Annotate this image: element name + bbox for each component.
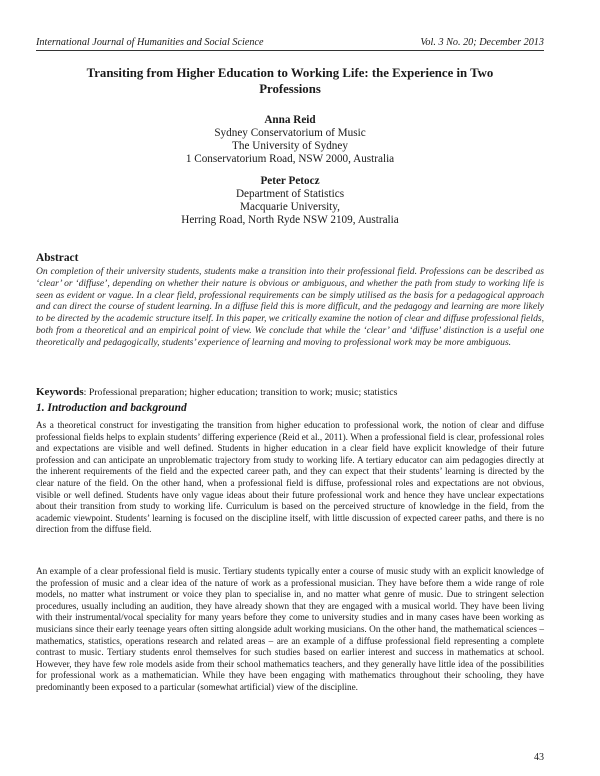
keywords-text: : Professional preparation; higher education; transition to work; music; statistics <box>83 387 398 398</box>
section-heading: 1. Introduction and background <box>36 402 187 414</box>
author-affiliation-line: Sydney Conservatorium of Music <box>214 127 366 139</box>
author-affiliation-line: Department of Statistics <box>235 188 345 200</box>
running-header <box>36 37 544 48</box>
author-affiliation-line: Herring Road, North Ryde NSW 2109, Australia <box>181 214 399 226</box>
author-affiliation-line: Macquarie University, <box>240 201 340 213</box>
author-affiliation-line: 1 Conservatorium Road, NSW 2000, Australia <box>185 153 395 165</box>
author-affiliation-line: The University of Sydney <box>232 140 348 152</box>
page-number: 43 <box>534 752 544 763</box>
keywords <box>36 386 544 399</box>
author-name: Peter Petocz <box>260 175 320 187</box>
body-paragraph: As a theoretical construct for investigating the transition from higher education to professional work, the notion of clear and diffuse professional fields helps to explain students’ differing experience (Reid et al., 2011). When a professional field is clear, professional roles and expectations are visible and well defined. Students in higher education in a clear field have explicit knowledge of their future profession and can anticipate an unproblematic trajectory from study to working life. A tertiary educator can aim pedagogies directly at the inherent requirements of the field and the expected career path, and they can expect that their students’ learning is directed by the clear nature of the field. On the other hand, when a professional field is diffuse, professional roles and expectations are not obvious, visible or well defined. Students have only vague ideas about their future professional work and hence they have unclear expectations about their transition from study to working life. Curriculum is based on the perceived structure of knowledge in the field, from the academic viewpoint. Students’ learning is focused on the discipline itself, with little discussion of expected career paths, and there is no direction from the diffuse field. <box>36 420 544 535</box>
header-rule <box>36 50 544 51</box>
body-paragraph: An example of a clear professional field is music. Tertiary students typically enter a course of music study with an explicit knowledge of the profession of music and a clear idea of the nature of work as a professional musician. They have before them a wide range of role models, no matter what instrument or voice they plan to specialise in, and no matter what genre of music. Due to stringent selection procedures, usually including an audition, they have already shown that they are engaged with a musical world. They have been living with their instrumental/vocal speciality for many years before they come to university studies and in many cases have been working as musicians since their early teenage years often sitting alongside adult working musicians. On the other hand, the mathematical sciences – mathematics, statistics, operations research and related areas – are an example of a diffuse professional field representing a complete contrast to music. Tertiary students enrol themselves for such studies based on earlier interest and success in mathematics at school. However, they have few role models aside from their school mathematics teachers, and they generally have little idea of the possibilities for professional work as a mathematician. While they have been engaging with mathematics throughout their schooling, they have predominantly been exposed to a particular (somewhat artificial) view of the discipline. <box>36 566 544 692</box>
author-name: Anna Reid <box>264 114 316 126</box>
author-block <box>36 114 544 166</box>
author-block <box>36 175 544 227</box>
abstract-heading: Abstract <box>36 252 79 264</box>
keywords-label: Keywords <box>36 386 84 398</box>
paper-title: Transiting from Higher Education to Working Life: the Experience in Two Professions <box>86 66 494 96</box>
abstract-text: On completion of their university students, students make a transition into their professional field. Professions can be described as ‘clear’ or ‘diffuse’, depending on whether their nature is obvious or ambiguous, and whether the path from study to working life is seen as evident or vague. In a clear field, professional requirements can be simply utilised as the basis for a pedagogical approach and can direct the course of student learning. In a diffuse field this is more difficult, and the pedagogy and learning are more likely to be directed by the academic structure itself. In this paper, we critically examine the notion of clear and diffuse professional fields, both from a theoretical and an empirical point of view. We conclude that while the ‘clear’ and ‘diffuse’ distinction is a useful one theoretically and pedagogically, students’ experience of learning and moving to professional work may be more ambiguous. <box>36 266 544 348</box>
journal-name: International Journal of Humanities and Social Science <box>36 37 264 48</box>
issue-info: Vol. 3 No. 20; December 2013 <box>420 37 544 48</box>
